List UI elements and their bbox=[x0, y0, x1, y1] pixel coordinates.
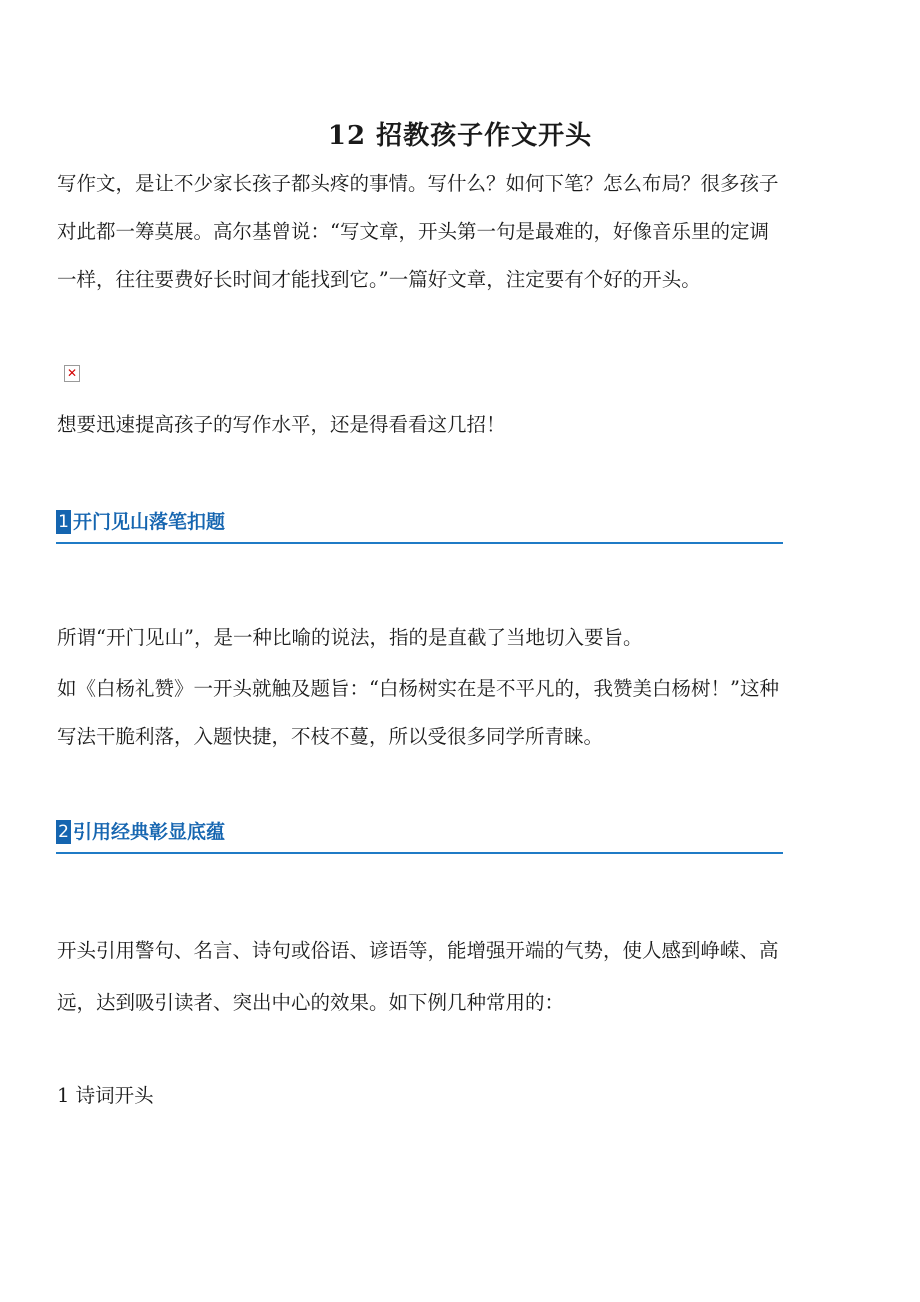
section-2-subheading-1: 1 诗词开头 bbox=[57, 1084, 154, 1107]
document-title: 12 招教孩子作文开头 bbox=[327, 121, 593, 151]
section-2-title: 引用经典彰显底蕴 bbox=[73, 821, 226, 843]
section-2-number: 2 bbox=[56, 820, 71, 844]
broken-image-icon: ✕ bbox=[64, 365, 80, 382]
intro-paragraph: 写作文，是让不少家长孩子都头疼的事情。写什么？如何下笔？怎么布局？很多孩子对此都一筹莫展。高尔基曾说：“写文章，开头第一句是最难的，好像音乐里的定调一样，往往要费好长时间才能找到它。”一篇好文章，注定要有个好的开头。 bbox=[57, 172, 779, 291]
section-1-paragraph-2: 如《白杨礼赞》一开头就触及题旨：“白杨树实在是不平凡的，我赞美白杨树！”这种写法干脆利落，入题快捷，不枝不蔓，所以受很多同学所青睐。 bbox=[57, 677, 779, 748]
section-2-paragraph-1: 开头引用警句、名言、诗句或俗语、谚语等，能增强开端的气势，使人感到峥嵘、高远，达到吸引读者、突出中心的效果。如下例几种常用的： bbox=[57, 939, 779, 1014]
section-1-header bbox=[56, 510, 783, 544]
section-2-header bbox=[56, 820, 783, 854]
lead-paragraph: 想要迅速提高孩子的写作水平，还是得看看这几招！ bbox=[57, 413, 506, 436]
section-1-title: 开门见山落笔扣题 bbox=[73, 511, 226, 533]
section-1-number: 1 bbox=[56, 510, 71, 534]
section-1-paragraph-1: 所谓“开门见山”，是一种比喻的说法，指的是直截了当地切入要旨。 bbox=[57, 626, 643, 649]
